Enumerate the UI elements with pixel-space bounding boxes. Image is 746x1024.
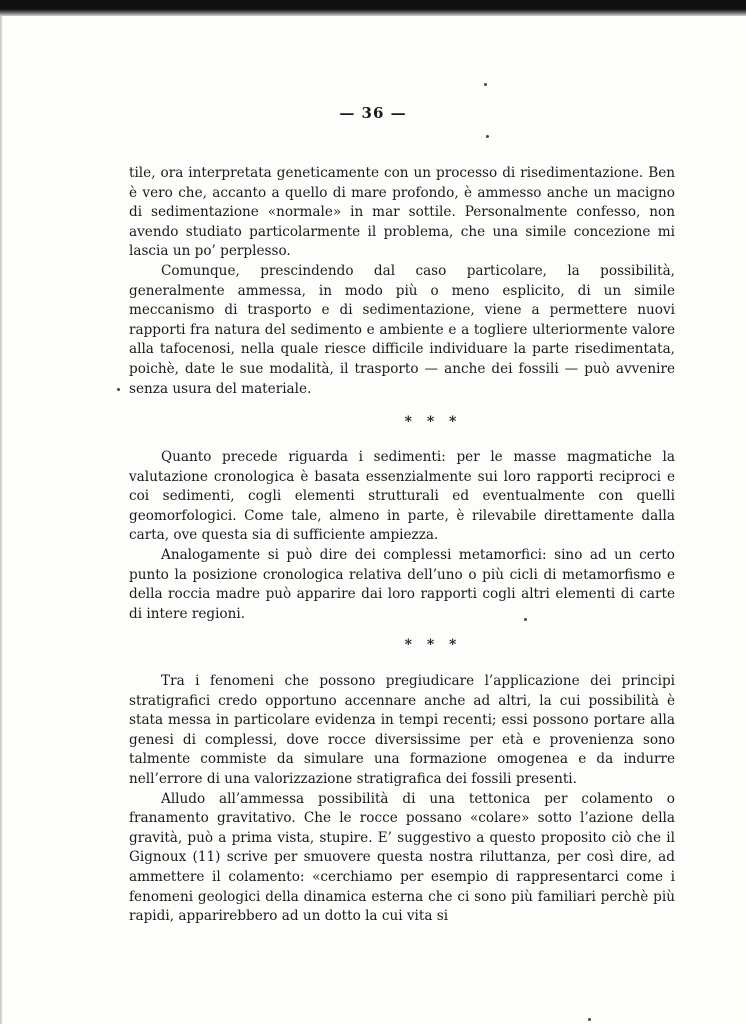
page-number: — 36 —	[339, 104, 407, 122]
section-separator: * * *	[404, 637, 462, 653]
paragraph: Comunque, prescindendo dal caso particolare, la possibilità, generalmente ammessa, in modo più o meno esplicito, di un simile meccanismo di trasporto e di sedimentazione, viene a permettere nuovi rapporti fra natura del sedimento e ambiente e a togliere ulteriormente valore alla tafocenosi, nella quale riesce difficile individuare la parte risedimentata, poichè, date le sue modalità, il trasporto — anche dei fossili — può avvenire senza usura del materiale.	[129, 262, 675, 397]
paragraph: Tra i fenomeni che possono pregiudicare l’applicazione dei principi stratigrafici credo opportuno accennare anche ad altri, la cui possibilità è stata messa in particolare evidenza in tempi recenti; essi possono portare alla genesi di complessi, dove rocce diversissime per età e provenienza sono talmente commiste da simulare una formazione omogenea e da indurre nell’errore di una valorizzazione stratigrafica dei fossili presenti.	[129, 673, 675, 787]
scan-speck	[484, 83, 487, 86]
paragraph: Analogamente si può dire dei complessi metamorfici: sino ad un certo punto la posizione cronologica relativa dell’uno o più cicli di metamorfismo e della roccia madre può apparire dai loro rapporti cogli altri elementi di carte di intere regioni.	[129, 546, 675, 622]
section-separator: * * *	[404, 414, 462, 430]
paragraph: Alludo all’ammessa possibilità di una tettonica per colamento o franamento gravitativo. Che le rocce possano «colare» sotto l’azione della gravità, può a prima vista, stupire. E’ suggestivo a questo proposito ciò che il Gignoux (11) scrive per smuovere questa nostra riluttanza, per così dire, ad ammettere il colamento: «cerchiamo per esempio di rappresentarci come i fenomeni geologici della dinamica esterna che ci sono più familiari perchè più rapidi, apparirebbero ad un dotto la cui vita si	[129, 790, 675, 925]
text-block-2	[129, 448, 675, 624]
scan-top-edge	[0, 0, 746, 16]
scan-left-edge	[0, 16, 3, 1024]
scan-speck	[524, 618, 527, 621]
scan-speck	[117, 388, 120, 391]
scan-speck	[486, 135, 489, 138]
scan-speck	[588, 1018, 591, 1021]
paragraph: Quanto precede riguarda i sedimenti: per le masse magmatiche la valutazione cronologica è basata essenzialmente sui loro rapporti reciproci e coi sedimenti, cogli elementi strutturali ed eventualmente con quelli geomorfologici. Come tale, almeno in parte, è rilevabile direttamente dalla carta, ove questa sia di sufficiente ampiezza.	[129, 449, 675, 544]
paragraph: tile, ora interpretata geneticamente con un processo di risedimentazione. Ben è vero che, accanto a quello di mare profondo, è ammesso anche un macigno di sedimentazione «normale» in mar sottile. Personalmente confesso, non avendo studiato particolarmente il problema, che una simile concezione mi lascia un po’ perplesso.	[129, 165, 675, 260]
text-block-3	[129, 672, 675, 927]
text-block-1	[129, 164, 675, 399]
